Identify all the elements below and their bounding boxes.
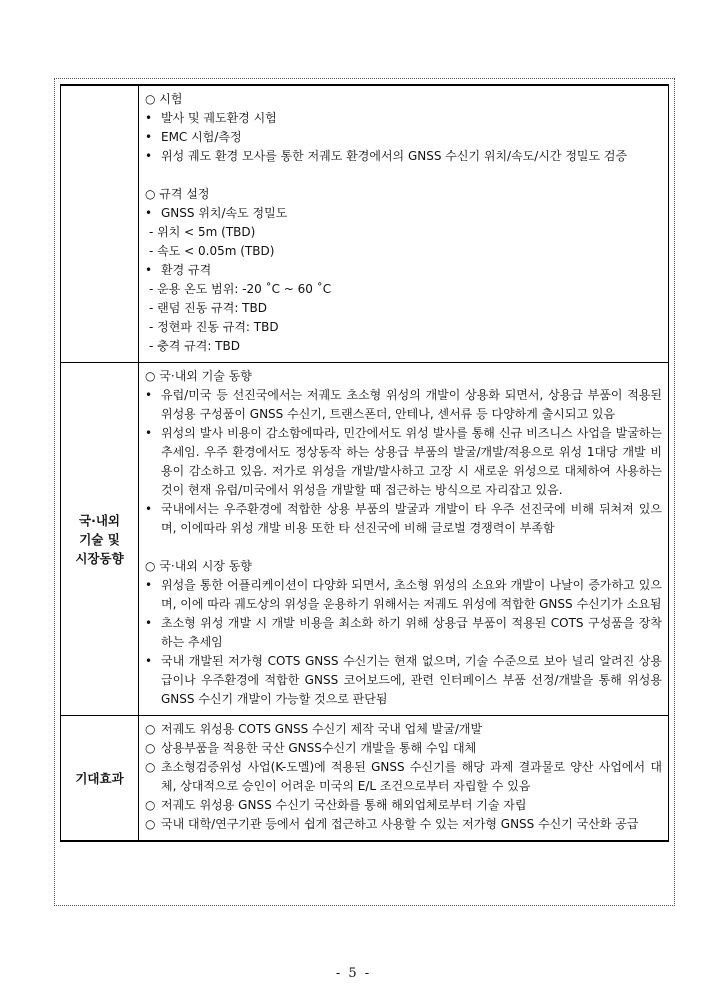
test-header: ○ 시험 — [145, 92, 183, 106]
list-item: • 환경 규격 — [145, 263, 212, 277]
page-number: - 5 - — [335, 966, 372, 981]
list-item: ○ 저궤도 위성용 COTS GNSS 수신기 제작 국내 업체 발굴/개발 — [145, 722, 483, 736]
list-item: • 유럽/미국 등 선진국에서는 저궤도 초소형 위성의 개발이 상용화 되면서, 상용급 부품이 적용된 위성용 구성품이 GNSS 수신기, 트랜스폰더, 안테나, 센서류 등 다양하게 출시되고 있음 — [145, 388, 662, 421]
spec-subitem: - 위치 < 5m (TBD) — [149, 225, 256, 239]
list-item: ○ 저궤도 위성용 GNSS 수신기 국산화를 통해 해외업체로부터 기술 자립 — [145, 798, 527, 812]
spec-subitem: - 충격 규격: TBD — [149, 339, 240, 353]
list-item: • GNSS 위치/속도 정밀도 — [145, 206, 288, 220]
spec-subitem: - 랜덤 진동 규격: TBD — [149, 301, 267, 315]
row-trends — [61, 363, 669, 716]
row-label-empty — [61, 85, 139, 363]
test-spec-cell — [139, 85, 669, 363]
tech-trend-header: ○ 국·내외 기술 동향 — [145, 369, 252, 383]
proposal-table — [60, 84, 669, 842]
effects-cell — [139, 716, 669, 842]
list-item: • 위성을 통한 어플리케이션이 다양화 되면서, 초소형 위성의 소요와 개발이 나날이 증가하고 있으며, 이에 따라 궤도상의 위성을 운용하기 위해서는 저궤도 위성에 적합한 GNSS 수신기가 소요됨 — [145, 578, 662, 611]
list-item: ○ 상용부품을 적용한 국산 GNSS수신기 개발을 통해 수입 대체 — [145, 741, 477, 755]
spec-header: ○ 규격 설정 — [145, 187, 210, 201]
row-label-effects: 기대효과 — [61, 716, 139, 842]
trends-cell — [139, 363, 669, 716]
list-item: ○ 국내 대학/연구기관 등에서 쉽게 접근하고 사용할 수 있는 저가형 GNSS 수신기 국산화 공급 — [145, 817, 639, 831]
spec-subitem: - 정현파 진동 규격: TBD — [149, 320, 279, 334]
list-item: • 초소형 위성 개발 시 개발 비용을 최소화 하기 위해 상용급 부품이 적용된 COTS 구성품을 장착하는 추세임 — [145, 616, 662, 649]
list-item: • 위성의 발사 비용이 감소함에따라, 민간에서도 위성 발사를 통해 신규 비즈니스 사업을 발굴하는 추세임. 우주 환경에서도 정상동작 하는 상용급 부품의 발굴/개발/적용으로 위성 1대당 개발 비용이 감소하고 있음. 저가로 위성을 개발/발사하고 고장 시 새로운 위성으로 대체하여 사용하는 것이 현재 유럽/미국에서 위성을 개발할 때 접근하는 방식으로 자리잡고 있음. — [145, 426, 662, 497]
list-item: • 국내에서는 우주환경에 적합한 상용 부품의 발굴과 개발이 타 우주 선진국에 비해 뒤쳐져 있으며, 이에따라 위성 개발 비용 또한 타 선진국에 비해 글로벌 경쟁력이 부족함 — [145, 502, 662, 535]
list-item: • 발사 및 궤도환경 시험 — [145, 111, 277, 125]
list-item: ○ 초소형검증위성 사업(K-도멜)에 적용된 GNSS 수신기를 해당 과제 결과물로 양산 사업에서 대체, 상대적으로 승인이 어려운 미국의 E/L 조건으로부터 자립할 수 있음 — [145, 760, 662, 793]
list-item: • 국내 개발된 저가형 COTS GNSS 수신기는 현재 없으며, 기술 수준으로 보아 널리 알려진 상용급이나 우주환경에 적합한 GNSS 코어보드에, 관련 인터페이스 부품 선정/개발을 통해 위성용 GNSS 수신기 개발이 가능할 것으로 판단됨 — [145, 654, 662, 706]
row-expected-effects — [61, 716, 669, 842]
list-item: • EMC 시험/측정 — [145, 130, 242, 144]
spec-subitem: - 속도 < 0.05m (TBD) — [149, 244, 275, 258]
market-trend-header: ○ 국·내외 시장 동향 — [145, 559, 252, 573]
list-item: • 위성 궤도 환경 모사를 통한 저궤도 환경에서의 GNSS 수신기 위치/속도/시간 정밀도 검증 — [145, 149, 628, 163]
spec-subitem: - 운용 온도 범위: -20 ˚C ~ 60 ˚C — [149, 282, 332, 296]
row-test-spec — [61, 85, 669, 363]
row-label-trends: 국·내외 기술 및 시장동향 — [61, 363, 139, 716]
